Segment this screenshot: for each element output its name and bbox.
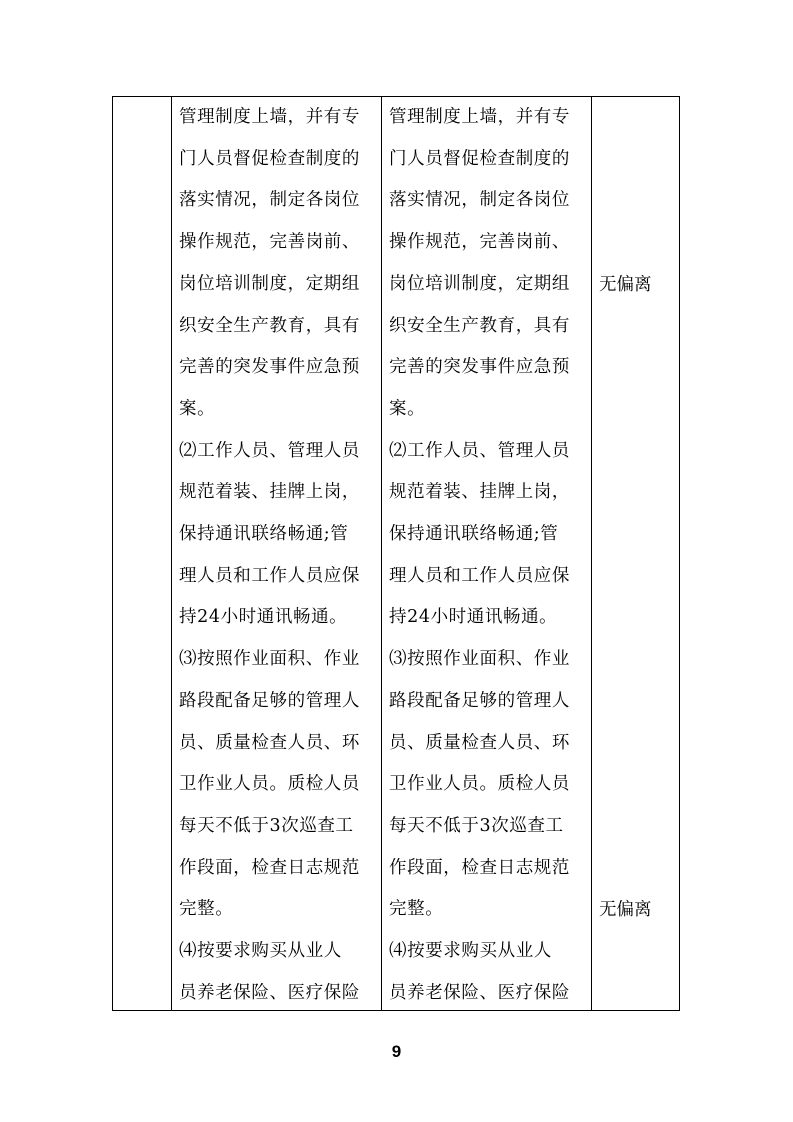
deviation-status-2: 无偏离 (599, 900, 652, 920)
compliance-table (112, 96, 680, 1011)
requirement-text-cell: 管理制度上墙，并有专 门人员督促检查制度的 落实情况，制定各岗位 操作规范，完善岗前、 岗位培训制度，定期组 织安全生产教育，具有 完善的突发事件应急预 案。 ⑵工作人员、管理人员 规范着装、挂牌上岗， 保持通讯联络畅通;管 理人员和工作人员应保 持24小时通讯畅通。 ⑶按照作业面积、作业 路段配备足够的管理人 员、质量检查人员、环 卫作业人员。质检人员 每天不低于3次巡查工 作段面，检查日志规范 完整。 ⑷按要求购买从业人 员养老保险、医疗保险 (179, 107, 360, 1003)
deviation-status-1: 无偏离 (599, 275, 652, 295)
page-number: 9 (391, 1042, 402, 1061)
column-divider-1 (171, 97, 172, 1010)
response-text-cell: 管理制度上墙，并有专 门人员督促检查制度的 落实情况，制定各岗位 操作规范，完善岗前、 岗位培训制度，定期组 织安全生产教育，具有 完善的突发事件应急预 案。 ⑵工作人员、管理人员 规范着装、挂牌上岗， 保持通讯联络畅通;管 理人员和工作人员应保 持24小时通讯畅通。 ⑶按照作业面积、作业 路段配备足够的管理人 员、质量检查人员、环 卫作业人员。质检人员 每天不低于3次巡查工 作段面，检查日志规范 完整。 ⑷按要求购买从业人 员养老保险、医疗保险 (389, 107, 570, 1003)
